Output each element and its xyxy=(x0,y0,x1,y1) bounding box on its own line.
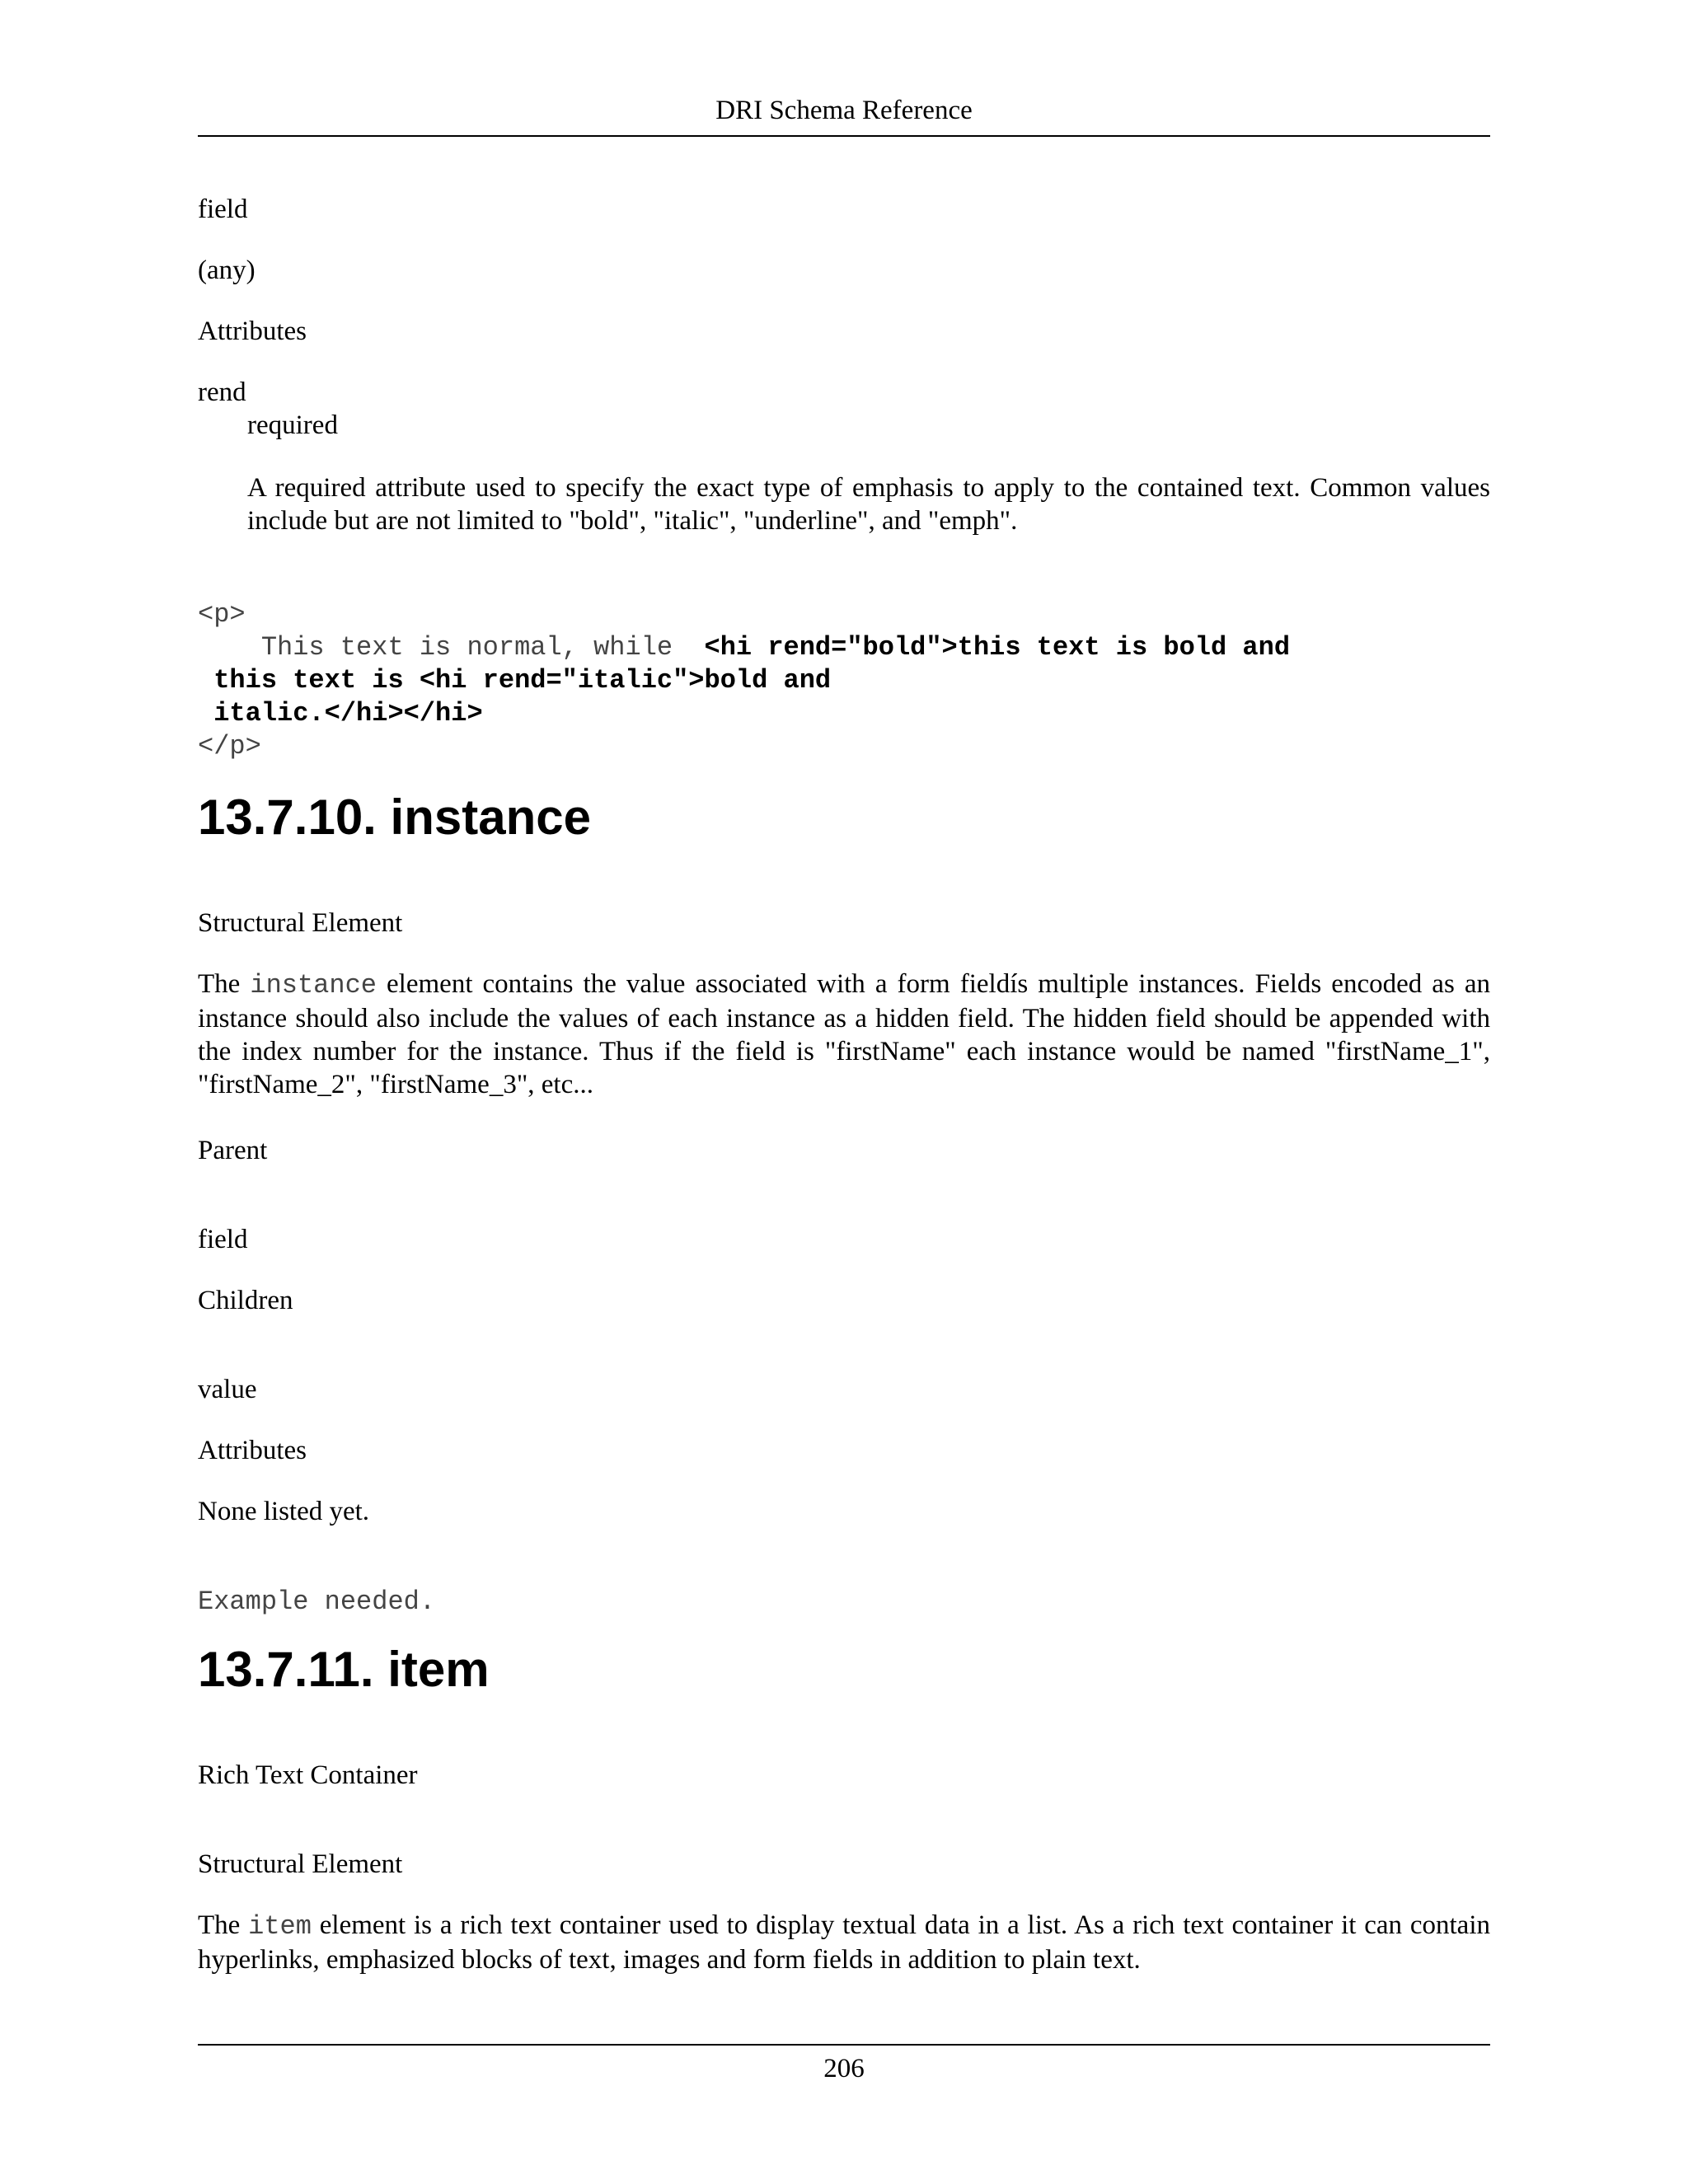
hi-children-value: (any) xyxy=(198,255,256,285)
hi-attributes-label: Attributes xyxy=(198,316,307,346)
code-close-tag: </p> xyxy=(198,731,261,762)
page-number: 206 xyxy=(823,2054,865,2083)
hi-attribute-name: rend xyxy=(198,377,246,407)
desc-suffix: element is a rich text container used to display textual data in a list. As a rich text container it can contain hyperlinks, emphasized blocks of text, images and form fields in addition to plain text. xyxy=(198,1910,1490,1975)
desc-suffix: element contains the value associated with a form fieldís multiple instances. Fields encoded as an instance should also include the values of each instance as a hidden field. The hidden field should be appended with the index number for the instance. Thus if the field is "firstName" each instance would be named "firstName_1", "firstName_2", "firstName_3", etc... xyxy=(198,969,1490,1099)
code-open-tag: <p> xyxy=(198,599,246,630)
running-header: DRI Schema Reference xyxy=(715,96,973,125)
hi-example-code xyxy=(198,598,1290,763)
instance-parent-label: Parent xyxy=(198,1136,268,1165)
instance-attributes-label: Attributes xyxy=(198,1436,307,1465)
instance-parent-value: field xyxy=(198,1225,248,1254)
section-heading-item: 13.7.11. item xyxy=(198,1642,490,1697)
code-line1-bold: <hi rend="bold">this text is bold and xyxy=(688,632,1291,663)
code-line2-bold: this text is <hi rend="italic">bold and xyxy=(198,665,832,696)
item-description xyxy=(198,1909,1490,1976)
desc-prefix: The xyxy=(198,969,251,999)
footer-rule xyxy=(198,2044,1490,2046)
hi-attribute-usage: required xyxy=(247,410,338,440)
instance-children-value: value xyxy=(198,1375,257,1404)
code-line3-bold: italic.</hi></hi> xyxy=(198,698,483,729)
instance-attributes-value: None listed yet. xyxy=(198,1497,370,1526)
hi-attribute-description: A required attribute used to specify the exact type of emphasis to apply to the contained text. Common values include but are not limited to "bold", "italic", "underline", and "emph". xyxy=(247,473,1490,536)
desc-prefix: The xyxy=(198,1910,249,1940)
item-type: Structural Element xyxy=(198,1849,403,1879)
instance-children-label: Children xyxy=(198,1286,293,1315)
item-category: Rich Text Container xyxy=(198,1760,418,1790)
section-heading-instance: 13.7.10. instance xyxy=(198,790,591,845)
hi-parent-value: field xyxy=(198,194,248,224)
document-page xyxy=(198,0,1490,2184)
instance-example: Example needed. xyxy=(198,1586,436,1617)
item-code-term: item xyxy=(248,1911,312,1942)
code-line1-normal: This text is normal, while xyxy=(198,632,689,663)
header-rule xyxy=(198,135,1490,137)
instance-type: Structural Element xyxy=(198,908,403,938)
instance-description xyxy=(198,968,1490,1101)
instance-code-term: instance xyxy=(250,970,377,1001)
